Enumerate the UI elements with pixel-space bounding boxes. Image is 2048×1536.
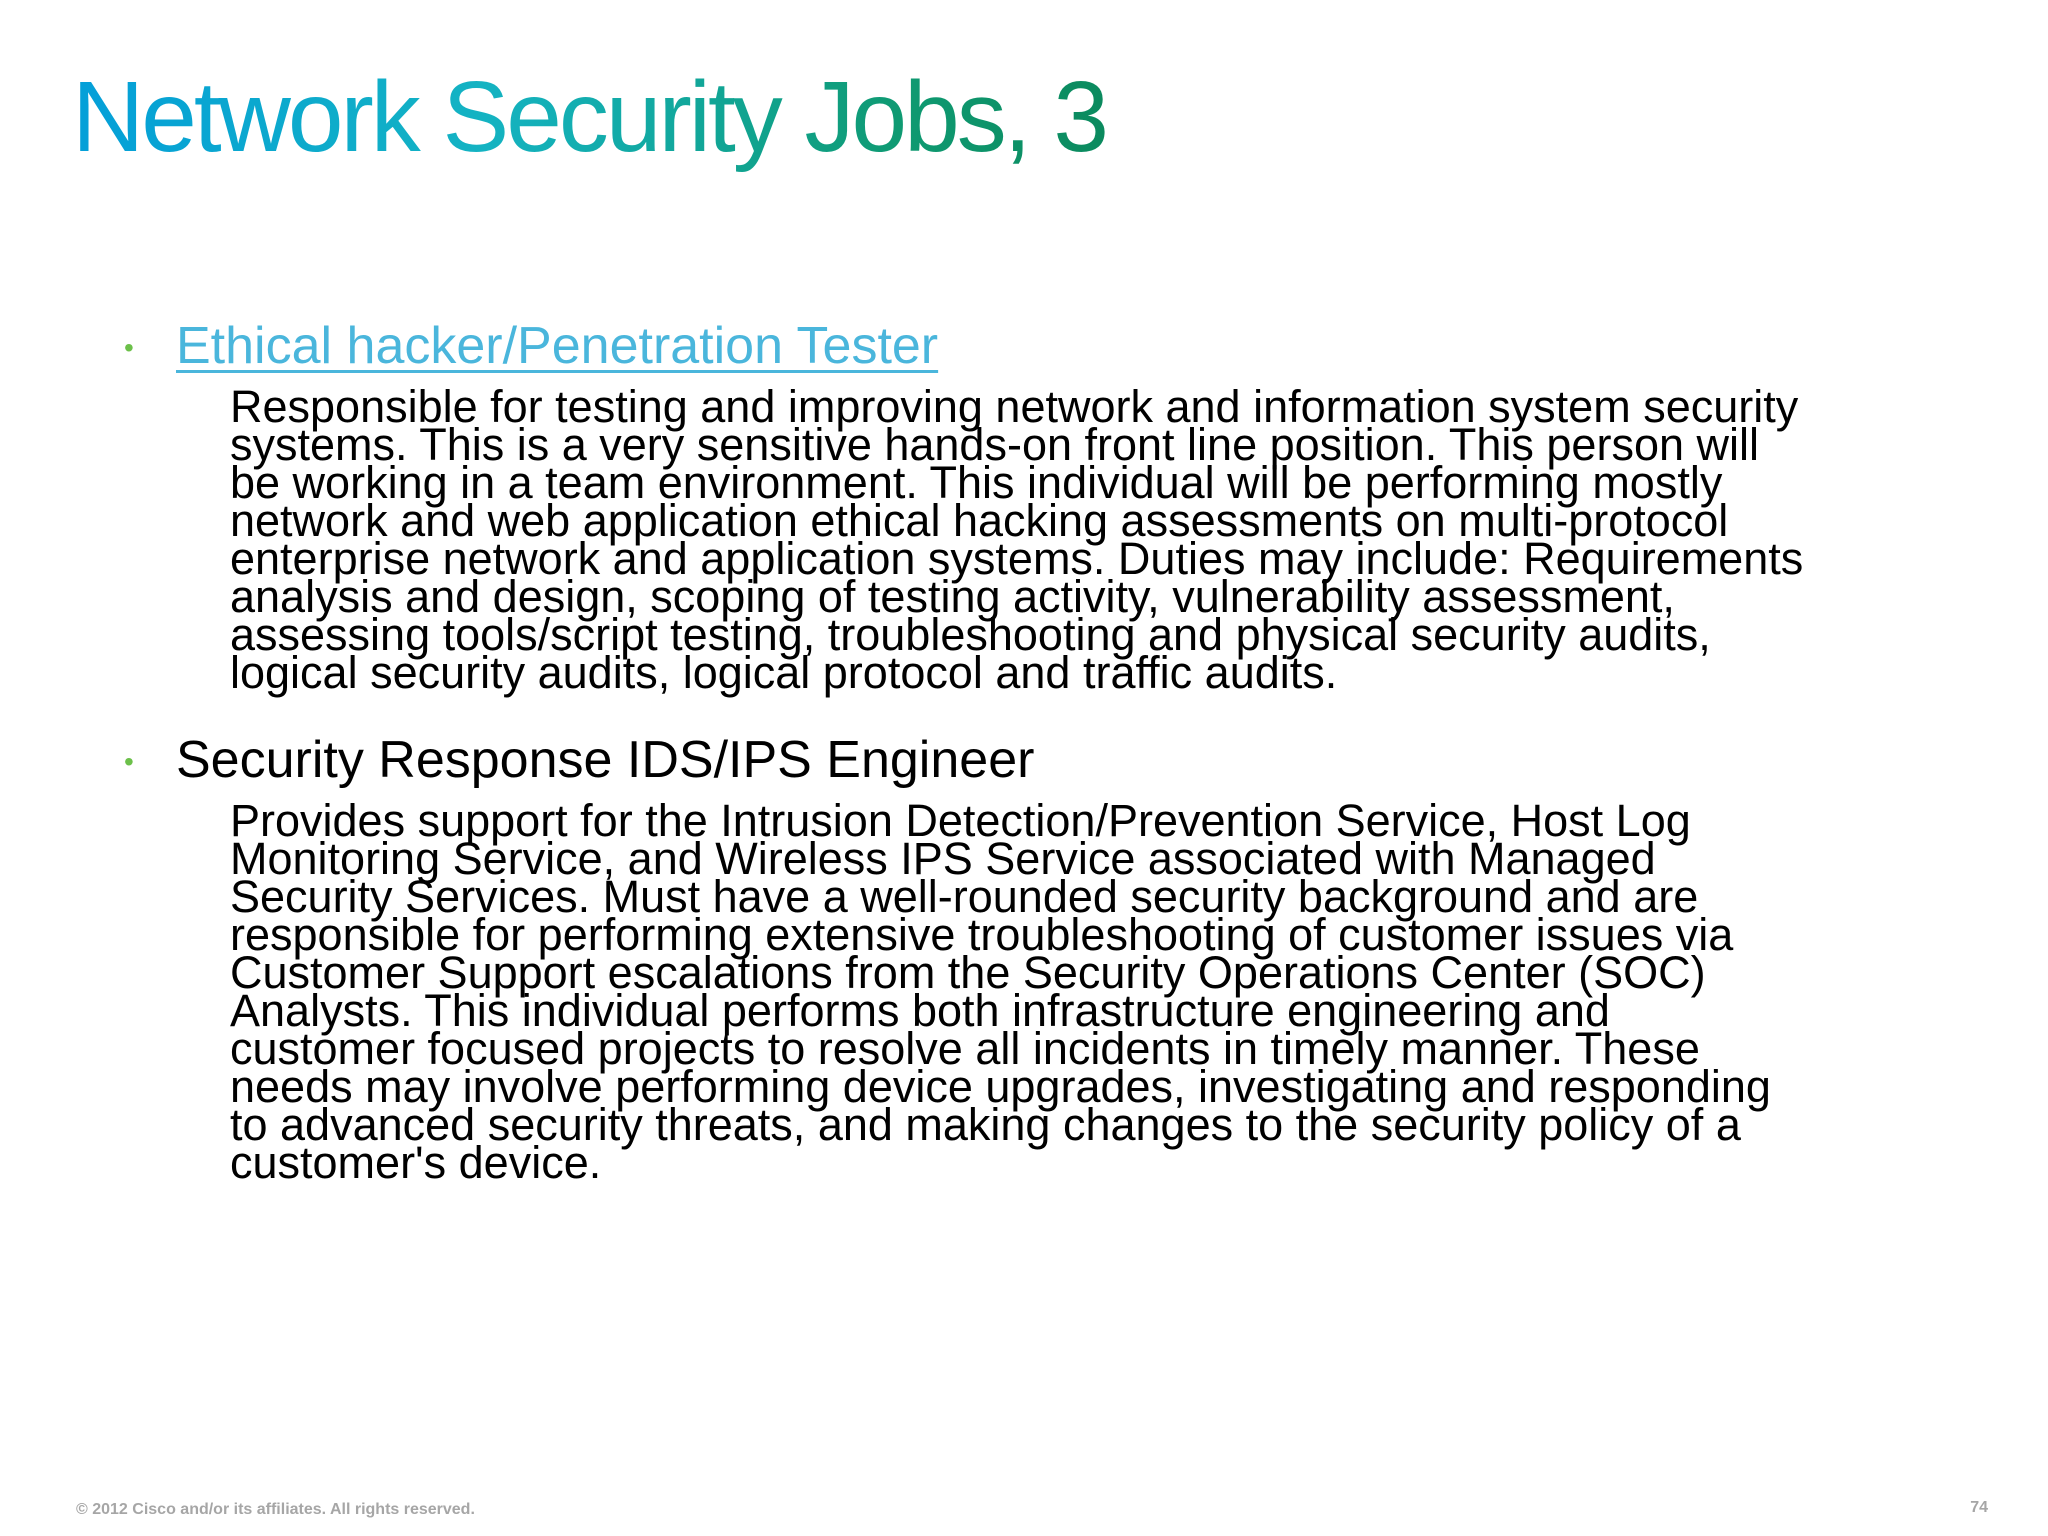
description-line: Monitoring Service, and Wireless IPS Service associated with Managed — [230, 833, 1656, 884]
job-title: Security Response IDS/IPS Engineer — [176, 731, 1035, 789]
description-line: be working in a team environment. This individual will be performing mostly — [230, 457, 1723, 508]
description-line: analysis and design, scoping of testing activity, vulnerability assessment, — [230, 571, 1675, 622]
job-description — [230, 795, 1990, 1188]
description-line: Analysts. This individual performs both infrastructure engineering and — [230, 985, 1610, 1036]
description-line: enterprise network and application systems. Duties may include: Requirements — [230, 533, 1804, 584]
description-line: Responsible for testing and improving network and information system security — [230, 381, 1799, 432]
description-line: needs may involve performing device upgrades, investigating and responding — [230, 1061, 1771, 1112]
page-number: 74 — [1970, 1499, 1988, 1516]
description-line: to advanced security threats, and making changes to the security policy of a — [230, 1099, 1741, 1150]
job-title-link[interactable]: Ethical hacker/Penetration Tester — [176, 317, 939, 375]
description-line: Customer Support escalations from the Security Operations Center (SOC) — [230, 947, 1706, 998]
description-line: systems. This is a very sensitive hands-on front line position. This person will — [230, 419, 1759, 470]
description-line: network and web application ethical hacking assessments on multi-protocol — [230, 495, 1729, 546]
description-line: logical security audits, logical protocol and traffic audits. — [230, 647, 1338, 698]
description-line: customer focused projects to resolve all incidents in timely manner. These — [230, 1023, 1700, 1074]
description-line: responsible for performing extensive troubleshooting of customer issues via — [230, 909, 1734, 960]
description-line: assessing tools/script testing, troubleshooting and physical security audits, — [230, 609, 1711, 660]
description-line: customer's device. — [230, 1137, 602, 1188]
slide-title: Network Security Jobs, 3 — [72, 58, 1106, 176]
bullet-icon: • — [124, 746, 134, 777]
description-line: Provides support for the Intrusion Detection/Prevention Service, Host Log — [230, 795, 1691, 846]
job-description — [230, 381, 1990, 698]
footer-copyright: © 2012 Cisco and/or its affiliates. All rights reserved. — [76, 1501, 475, 1518]
description-line: Security Services. Must have a well-rounded security background and are — [230, 871, 1699, 922]
bullet-icon: • — [124, 332, 134, 363]
